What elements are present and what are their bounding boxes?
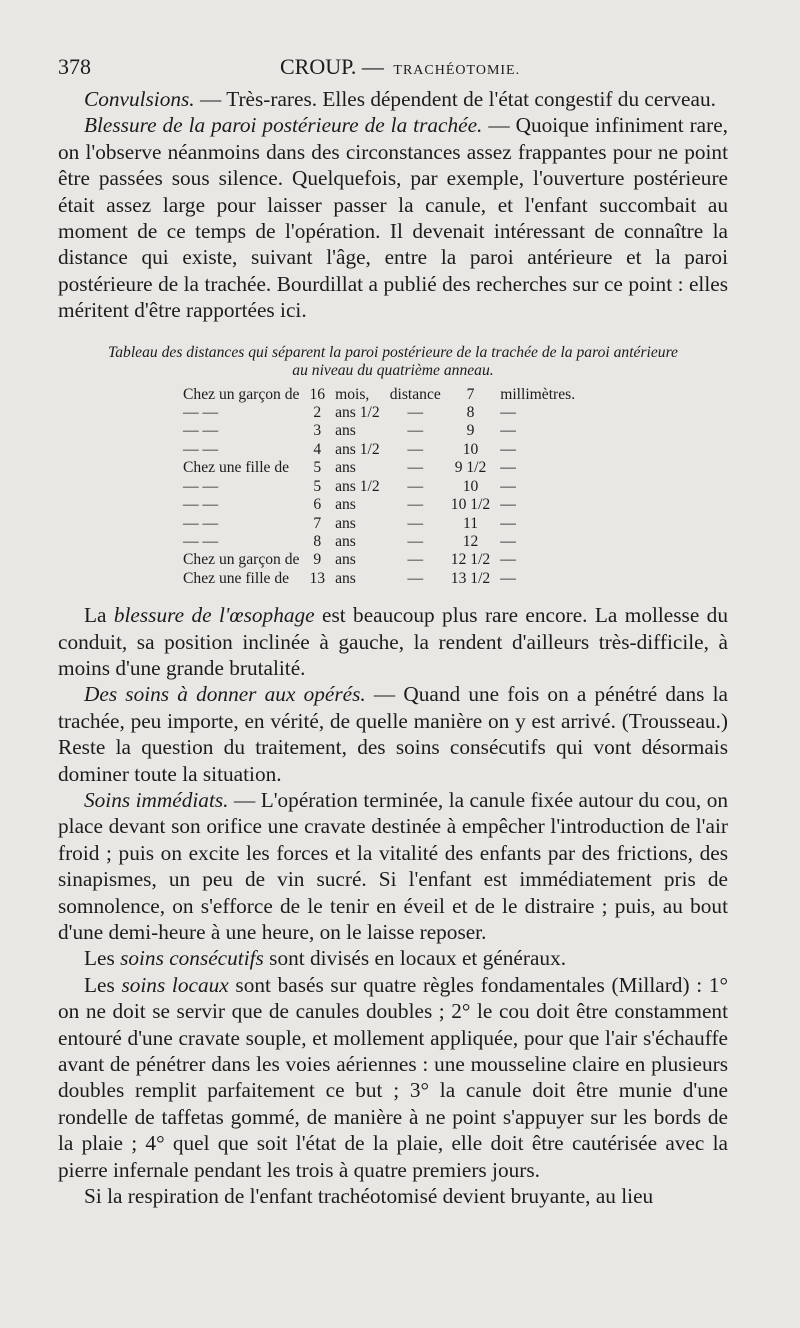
table-row xyxy=(178,459,580,477)
paragraph-pre: Les xyxy=(84,946,121,971)
table-cell-dunit: — xyxy=(500,532,516,550)
table-cell-who: Chez une fille de xyxy=(183,459,290,477)
table-cell-sep: — xyxy=(407,477,424,495)
table-cell-who: — — xyxy=(183,422,219,440)
paragraph-lead: Des soins à donner aux opérés. xyxy=(84,682,366,707)
table-row xyxy=(178,386,580,404)
table-cell-dist: 10 xyxy=(462,440,479,458)
paragraph-lead: soins locaux xyxy=(121,972,229,997)
table-cell-dunit: — xyxy=(500,459,516,477)
table-cell-age: 3 xyxy=(313,422,322,440)
table-cell-dist: 11 xyxy=(463,514,479,532)
table-cell-who: Chez une fille de xyxy=(183,569,290,587)
table-cell-sep: — xyxy=(407,532,424,550)
paragraph-pre: Les xyxy=(84,972,122,997)
table-cell-dunit: — xyxy=(500,569,516,587)
table-cell-sep: — xyxy=(407,496,424,514)
table-cell-dunit: — xyxy=(500,514,516,532)
table-cell-dist: 13 1/2 xyxy=(450,569,491,587)
running-header xyxy=(58,54,748,84)
table-cell-unit: ans xyxy=(335,422,356,440)
paragraph-lead: blessure de l'œsophage xyxy=(113,603,315,628)
table-row xyxy=(178,404,580,422)
table-cell-unit: ans xyxy=(335,514,356,532)
paragraph-soins-locaux xyxy=(58,972,728,1183)
paragraph-text: est beaucoup plus rare encore. La mollesse du conduit, sa position inclinée à gauche, la rendent d'ailleurs très-difficile, à moins d'une grande brutalité. xyxy=(58,603,728,680)
table-row xyxy=(178,515,580,533)
paragraph-convulsions xyxy=(58,86,728,112)
table-cell-dunit: — xyxy=(500,477,516,495)
table-cell-unit: ans xyxy=(335,551,356,569)
table-row xyxy=(178,551,580,569)
table-cell-unit: ans 1/2 xyxy=(335,440,380,458)
table-cell-sep: — xyxy=(407,404,424,422)
table-cell-dist: 9 xyxy=(466,422,475,440)
table-cell-sep: distance xyxy=(389,385,441,403)
table-row xyxy=(178,570,580,588)
table-cell-age: 16 xyxy=(309,385,326,403)
table-cell-dist: 12 1/2 xyxy=(450,551,491,569)
paragraph-lead: Soins immédiats. xyxy=(84,787,229,812)
table-cell-dist: 8 xyxy=(466,404,475,422)
table-cell-dist: 7 xyxy=(466,385,475,403)
paragraph-soins-consecutifs xyxy=(58,945,728,971)
table-cell-dist: 10 1/2 xyxy=(450,496,491,514)
paragraph-respiration xyxy=(58,1183,728,1209)
table-cell-dunit: — xyxy=(500,440,516,458)
table-caption-line: Tableau des distances qui séparent la paroi postérieure de la trachée de la paroi antérieure xyxy=(108,343,678,361)
table-cell-dist: 12 xyxy=(462,532,479,550)
table-cell-age: 4 xyxy=(313,440,322,458)
table-row xyxy=(178,496,580,514)
table-cell-sep: — xyxy=(407,459,424,477)
table-cell-who: Chez un garçon de xyxy=(183,385,300,403)
table-cell-dunit: — xyxy=(500,496,516,514)
paragraph-text: Si la respiration de l'enfant trachéotomisé devient bruyante, au lieu xyxy=(84,1184,654,1209)
paragraph-text: — Quoique infiniment rare, on l'observe néanmoins dans des circonstances assez frappantes pour ne point être passées sous silence. Quelquefois, par exemple, l'ouverture postérieure était assez large pour laisser passer la canule, et l'enfant succombait au moment de ce temps de l'opération. Il devenait intéressant de connaître la distance qui existe, suivant l'âge, entre la paroi antérieure et la paroi postérieure de la trachée. Bourdillat a publié des recherches sur ce point : elles méritent d'être rapportées ici. xyxy=(58,113,728,323)
running-title-sub: TRACHÉOTOMIE. xyxy=(393,63,521,78)
table-cell-unit: ans 1/2 xyxy=(335,404,380,422)
table-cell-unit: ans xyxy=(335,569,356,587)
table-cell-who: — — xyxy=(183,404,219,422)
table-cell-who: — — xyxy=(183,532,219,550)
running-title-separator: — xyxy=(361,54,384,79)
table-cell-dist: 9 1/2 xyxy=(454,459,487,477)
paragraph-lead: Convulsions. xyxy=(84,87,195,111)
table-cell-who: — — xyxy=(183,496,219,514)
table-cell-unit: ans xyxy=(335,532,356,550)
running-title xyxy=(280,54,520,80)
table-row xyxy=(178,441,580,459)
table-cell-who: — — xyxy=(183,477,219,495)
table-cell-age: 8 xyxy=(313,532,322,550)
paragraph-soins-operes xyxy=(58,681,728,787)
table-cell-unit: ans 1/2 xyxy=(335,477,380,495)
table-cell-unit: ans xyxy=(335,496,356,514)
table-cell-who: — — xyxy=(183,514,219,532)
table-cell-sep: — xyxy=(407,569,424,587)
table-cell-age: 2 xyxy=(313,404,322,422)
paragraph-pre: La xyxy=(84,603,114,628)
paragraph-text: — L'opération terminée, la canule fixée autour du cou, on place devant son orifice une cravate destinée à empêcher l'introduction de l'air froid ; puis on excite les forces et la vitalité des enfants par des frictions, des sinapismes, un peu de vin sucré. Si l'enfant est immédiatement pris de somnolence, on s'efforce de le tenir en éveil et de le distraire ; puis, au bout d'une demi-heure à une heure, on le laisse reposer. xyxy=(58,787,728,944)
table-cell-sep: — xyxy=(407,422,424,440)
paragraph-lead: soins consécutifs xyxy=(120,946,264,971)
paragraph-text: — Quand une fois on a pénétré dans la trachée, peu importe, en vérité, de quelle manière on y est arrivé. (Trousseau.) Reste la question du traitement, des soins consécutifs qui vont désormais dominer toute la situation. xyxy=(58,682,728,786)
distance-table-body xyxy=(178,386,580,588)
paragraph-text: — Très-rares. Elles dépendent de l'état congestif du cerveau. xyxy=(194,87,716,111)
table-caption xyxy=(58,344,728,380)
table-cell-dist: 10 xyxy=(462,477,479,495)
table-cell-age: 7 xyxy=(313,514,322,532)
distance-table xyxy=(178,386,580,588)
paragraph-lead: Blessure de la paroi postérieure de la trachée. xyxy=(84,113,483,138)
page-body xyxy=(58,86,728,1209)
running-title-main: CROUP. xyxy=(280,54,357,79)
paragraph-oesophage xyxy=(58,602,728,681)
table-cell-who: — — xyxy=(183,440,219,458)
table-row xyxy=(178,478,580,496)
table-caption-line: au niveau du quatrième anneau. xyxy=(292,361,494,379)
paragraph-blessure-trachee xyxy=(58,112,728,323)
table-row xyxy=(178,533,580,551)
table-row xyxy=(178,422,580,440)
table-cell-age: 6 xyxy=(313,496,322,514)
table-cell-age: 5 xyxy=(313,459,322,477)
table-cell-age: 5 xyxy=(313,477,322,495)
table-cell-sep: — xyxy=(407,551,424,569)
table-cell-dunit: — xyxy=(500,551,516,569)
table-cell-sep: — xyxy=(407,440,424,458)
table-cell-age: 13 xyxy=(309,569,326,587)
table-cell-dunit: — xyxy=(500,404,516,422)
table-cell-dunit: millimètres. xyxy=(500,385,576,403)
table-cell-who: Chez un garçon de xyxy=(183,551,300,569)
page-number: 378 xyxy=(58,54,91,79)
paragraph-text: sont divisés en locaux et généraux. xyxy=(263,946,567,971)
table-cell-dunit: — xyxy=(500,422,516,440)
table-cell-unit: mois, xyxy=(335,385,370,403)
table-cell-sep: — xyxy=(407,514,424,532)
table-cell-age: 9 xyxy=(313,551,322,569)
table-cell-unit: ans xyxy=(335,459,356,477)
paragraph-soins-immediats xyxy=(58,787,728,945)
paragraph-text: sont basés sur quatre règles fondamentales (Millard) : 1° on ne doit se servir que de canules doubles ; 2° le cou doit être constamment entouré d'une cravate souple, et mollement appliquée, pour que l'air s'échauffe avant de pénétrer dans les voies aériennes : une mousseline claire en plusieurs doubles remplit parfaitement ce but ; 3° la canule doit être munie d'une rondelle de taffetas gommé, de manière à ne point s'appuyer sur les bords de la plaie ; 4° quel que soit l'état de la plaie, elle doit être cautérisée avec la pierre infernale pendant les trois à quatre premiers jours. xyxy=(58,972,729,1182)
